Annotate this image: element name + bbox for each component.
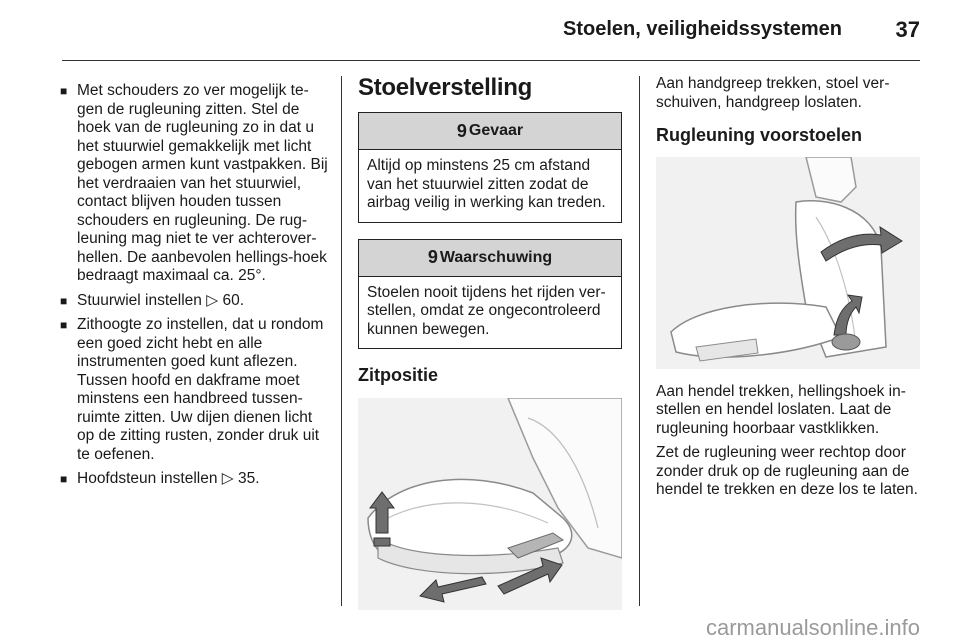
warning-box-header xyxy=(359,240,621,277)
header-divider xyxy=(62,60,920,61)
danger-box-title: Gevaar xyxy=(468,122,524,139)
watermark: carmanualsonline.info xyxy=(705,615,920,640)
column-left xyxy=(60,82,330,495)
page-number: 37 xyxy=(895,17,920,42)
warning-box xyxy=(358,239,622,350)
danger-box-header xyxy=(359,113,621,150)
paragraph: Aan hendel trekken, hellingshoek in-stellen en hendel loslaten. Laat de rugleuning hoorbaar vastklikken. xyxy=(656,382,906,437)
column-middle xyxy=(358,74,622,610)
seat-position-illustration xyxy=(358,398,622,610)
danger-box-text: Altijd op minstens 25 cm afstand van het stuurwiel zitten zodat de airbag veilig in werking kan treden. xyxy=(367,157,606,211)
danger-box xyxy=(358,112,622,223)
list-item: ■ Zithoogte zo instellen, dat u rondom een goed zicht hebt en alle instrumenten goed kunt aflezen. Tussen hoofd en dakframe moet minstens een handbreed tussen-ruimte zitten. Uw dijen dienen licht op de zitting rusten, zonder druk uit te oefenen. xyxy=(60,316,330,464)
page-header xyxy=(0,0,960,60)
warning-triangle-icon: 9 xyxy=(427,247,438,267)
column-divider xyxy=(639,76,640,606)
paragraph: Aan handgreep trekken, stoel ver-schuiven, handgreep loslaten. xyxy=(656,75,890,111)
section-title: Stoelverstelling xyxy=(358,74,532,101)
warning-triangle-icon: 9 xyxy=(456,120,467,141)
backrest-illustration-icon xyxy=(656,157,920,369)
backrest-illustration xyxy=(656,157,920,369)
seat-illustration-icon xyxy=(358,398,622,610)
subsection-title: Rugleuning voorstoelen xyxy=(656,125,863,145)
subsection-title: Zitpositie xyxy=(358,365,438,385)
list-item: ■ Hoofdsteun instellen ▷ 35. xyxy=(60,470,330,489)
warning-box-text: Stoelen nooit tijdens het rijden ver-stellen, omdat ze ongecontroleerd kunnen bewegen. xyxy=(367,283,606,338)
column-divider xyxy=(341,76,342,606)
list-item: ■ Stuurwiel instellen ▷ 60. xyxy=(60,292,330,311)
list-item: ■ Met schouders zo ver mogelijk te-gen de rugleuning zitten. Stel de hoek van de rugleuning zo in dat u het stuurwiel gemakkelijk met licht gebogen armen kunt vastpakken. Bij het verdraaien van het stuurwiel, contact blijven houden tussen schouders en rugleuning. De rug-leuning mag niet te ver achterover-hellen. De aanbevolen hellings-hoek bedraagt maximaal ca. 25°. xyxy=(60,82,330,286)
column-right xyxy=(656,75,922,506)
header-title: Stoelen, veiligheidssystemen xyxy=(563,18,842,40)
paragraph: Zet de rugleuning weer rechtop door zonder druk op de rugleuning aan de hendel te trekken en deze los te laten. xyxy=(656,444,918,498)
warning-box-title: Waarschuwing xyxy=(439,248,553,266)
